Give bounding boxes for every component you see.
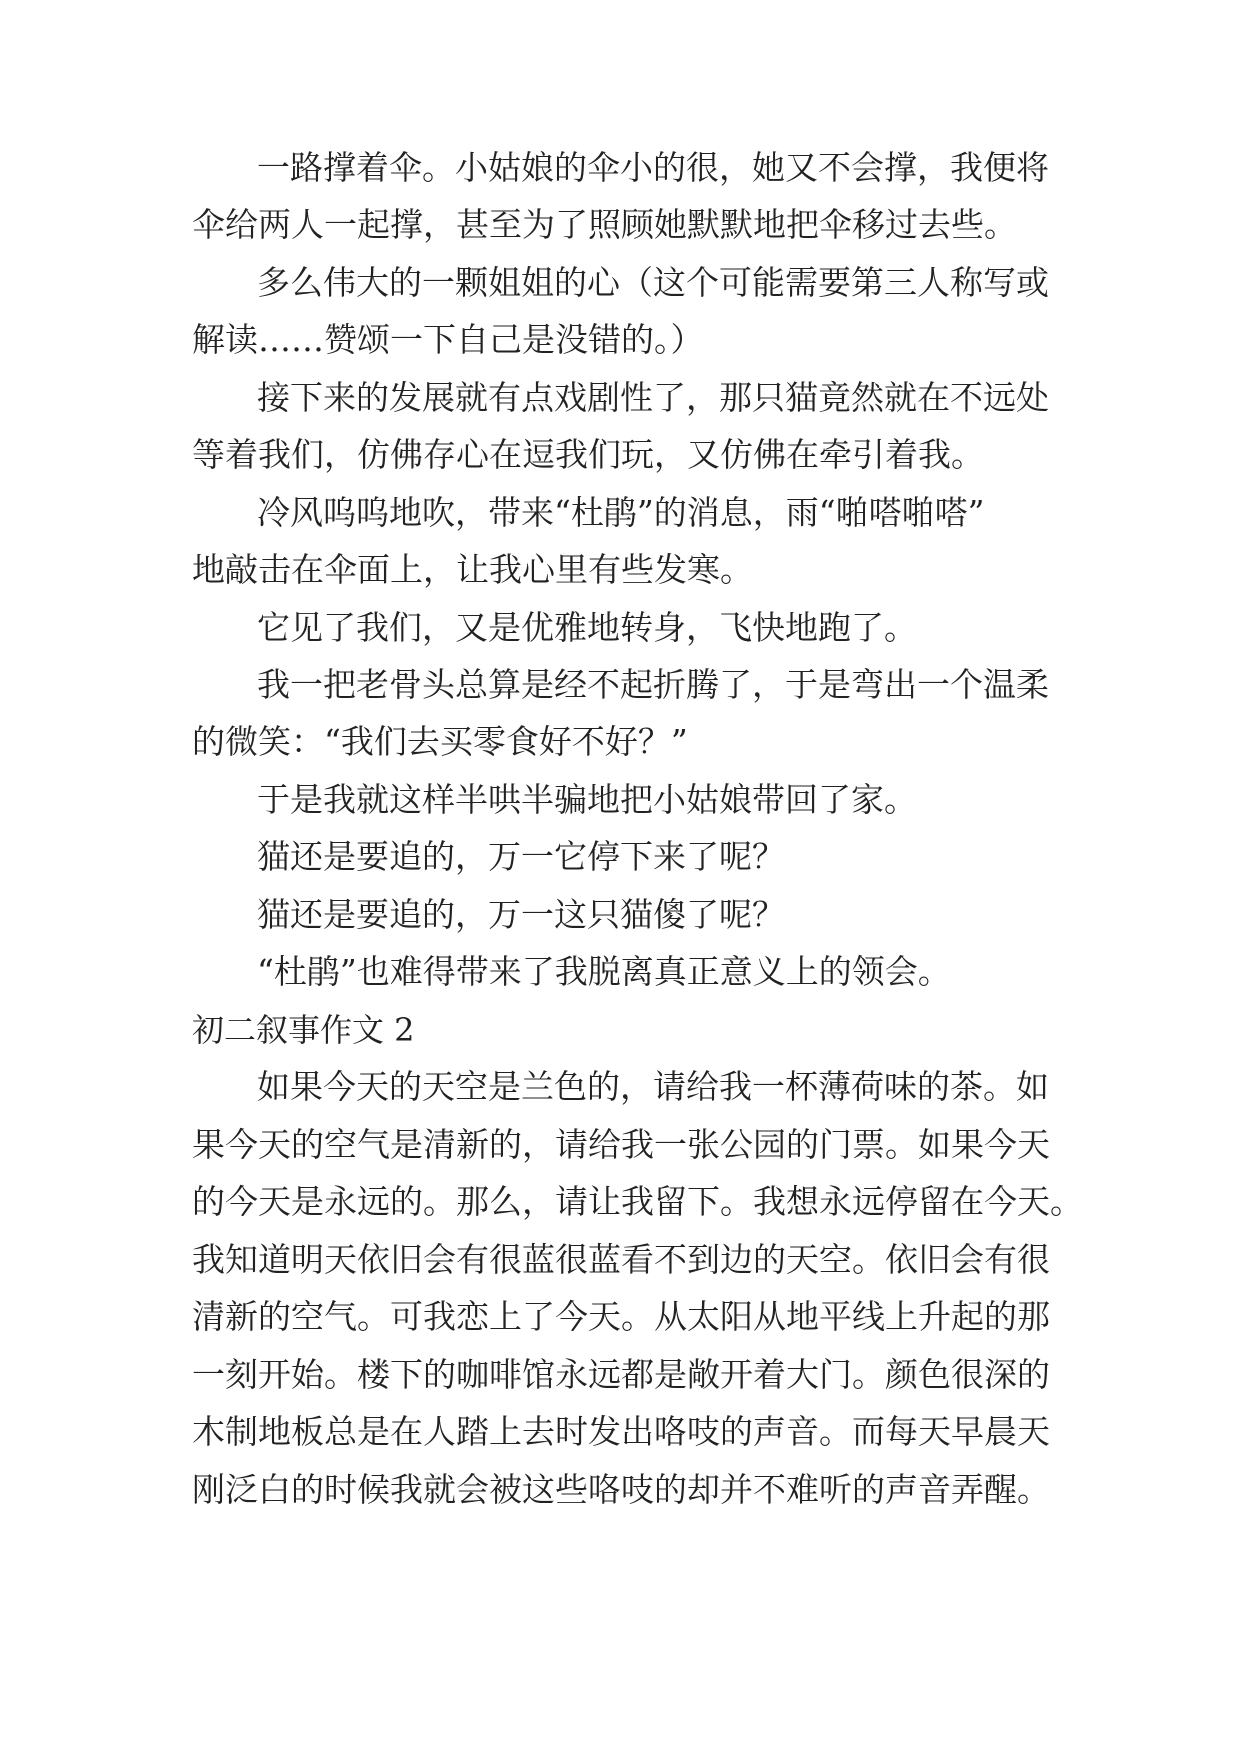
paragraph-line: 猫还是要追的，万一它停下来了呢？ bbox=[257, 837, 785, 876]
paragraph-line: 接下来的发展就有点戏剧性了，那只猫竟然就在不远处 bbox=[257, 378, 1049, 417]
paragraph-line: 它见了我们，又是优雅地转身，飞快地跑了。 bbox=[257, 608, 917, 647]
paragraph-line: 的今天是永远的。那么，请让我留下。我想永远停留在今天。 bbox=[192, 1182, 1083, 1221]
paragraph-line: 木制地板总是在人踏上去时发出咯吱的声音。而每天早晨天 bbox=[192, 1412, 1050, 1451]
paragraph-line: 我知道明天依旧会有很蓝很蓝看不到边的天空。依旧会有很 bbox=[192, 1240, 1050, 1279]
paragraph-line: 于是我就这样半哄半骗地把小姑娘带回了家。 bbox=[257, 780, 917, 819]
paragraph-line: 猫还是要追的，万一这只猫傻了呢？ bbox=[257, 895, 785, 934]
paragraph-line: 冷风呜呜地吹，带来“杜鹃”的消息，雨“啪嗒啪嗒” bbox=[257, 493, 985, 532]
paragraph-line: 的微笑：“我们去买零食好不好？” bbox=[192, 722, 688, 761]
paragraph-line: “杜鹃”也难得带来了我脱离真正意义上的领会。 bbox=[257, 952, 951, 991]
paragraph-line: 果今天的空气是清新的，请给我一张公园的门票。如果今天 bbox=[192, 1125, 1050, 1164]
paragraph-line: 清新的空气。可我恋上了今天。从太阳从地平线上升起的那 bbox=[192, 1297, 1050, 1336]
paragraph-line: 如果今天的天空是兰色的，请给我一杯薄荷味的茶。如 bbox=[257, 1067, 1049, 1106]
paragraph-line: 等着我们，仿佛存心在逗我们玩，又仿佛在牵引着我。 bbox=[192, 435, 984, 474]
paragraph-line: 解读……赞颂一下自己是没错的。） bbox=[192, 320, 704, 359]
paragraph-line: 刚泛白的时候我就会被这些咯吱的却并不难听的声音弄醒。 bbox=[192, 1470, 1050, 1509]
paragraph-line: 我一把老骨头总算是经不起折腾了，于是弯出一个温柔 bbox=[257, 665, 1049, 704]
paragraph-line: 一路撑着伞。小姑娘的伞小的很，她又不会撑，我便将 bbox=[257, 148, 1049, 187]
paragraph-line: 一刻开始。楼下的咖啡馆永远都是敞开着大门。颜色很深的 bbox=[192, 1355, 1050, 1394]
paragraph-line: 多么伟大的一颗姐姐的心（这个可能需要第三人称写或 bbox=[257, 263, 1049, 302]
section-heading: 初二叙事作文 2 bbox=[192, 1011, 415, 1049]
paragraph-line: 地敲击在伞面上，让我心里有些发寒。 bbox=[192, 550, 753, 589]
paragraph-line: 伞给两人一起撑，甚至为了照顾她默默地把伞移过去些。 bbox=[192, 205, 1017, 244]
